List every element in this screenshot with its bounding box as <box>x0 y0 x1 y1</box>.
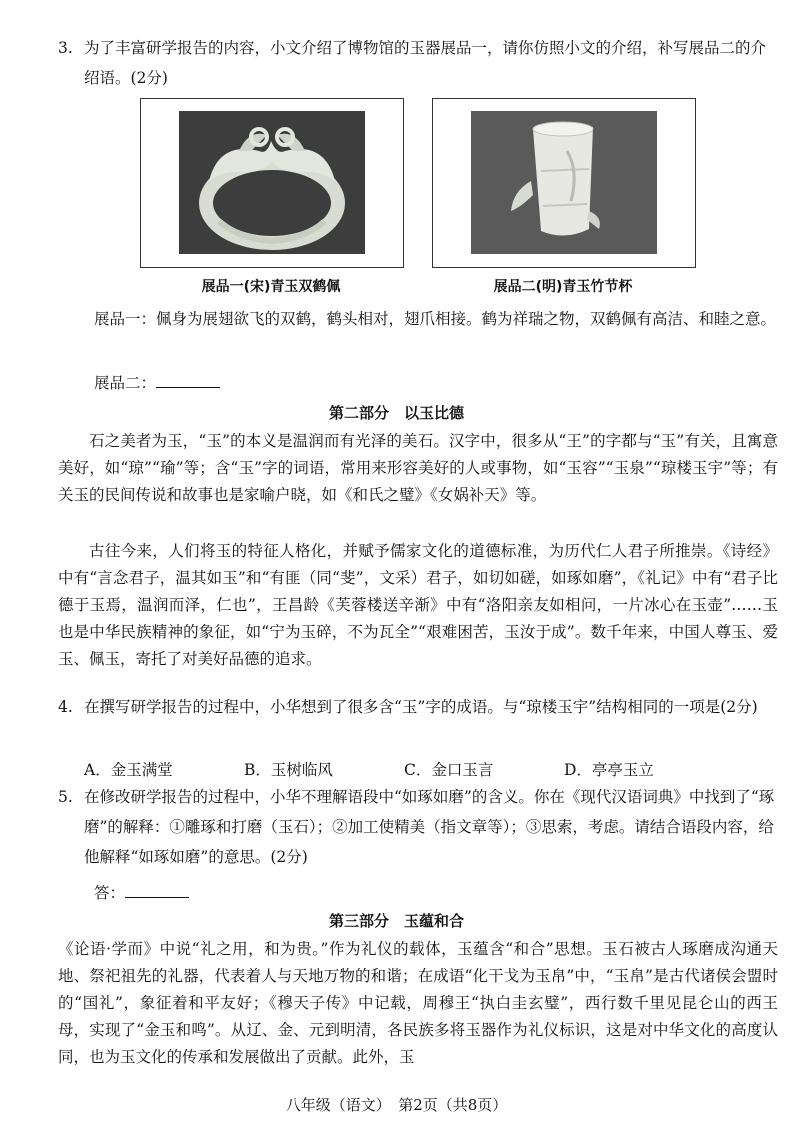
jade-double-crane-pendant-image <box>179 111 365 254</box>
exhibit-2-answer-line <box>94 368 784 398</box>
part-2-title: 第二部分 以玉比德 <box>328 404 464 422</box>
figure-1-caption: 展品一(宋)青玉双鹤佩 <box>201 279 341 295</box>
page-footer: 八年级（语文） 第2页（共8页） <box>285 1096 508 1114</box>
option-a[interactable]: A．金玉满堂 <box>84 761 173 779</box>
figure-1-frame <box>140 98 404 268</box>
option-b[interactable]: B．玉树临风 <box>244 761 333 779</box>
question-number: 3. <box>58 39 73 57</box>
option-d[interactable]: D．亭亭玉立 <box>564 761 654 779</box>
part-3-paragraph-1: 《论语·学而》中说“礼之用，和为贵。”作为礼仪的载体，玉蕴含“和合”思想。玉石被古人琢磨成沟通天地、祭祀祖先的礼器，代表着人与天地万物的和谐；在成语“化干戈为玉帛”中，“玉帛”是古代诸侯会盟时的“国礼”，象征着和平友好；《穆天子传》中记载，周穆王“执白圭玄璧”，西行数千里见昆仑山的西王母，实现了“金玉和鸣”。从辽、金、元到明清，各民族多将玉器作为礼仪标识，这是对中华文化的高度认同，也为玉文化的传承和发展做出了贡献。此外，玉 <box>58 940 778 1066</box>
figure-2-frame <box>432 98 696 268</box>
exhibit-2-blank[interactable] <box>156 371 220 388</box>
jade-bamboo-cup-image <box>471 111 657 254</box>
exhibit-1-label: 展品一： <box>94 310 157 328</box>
part-2-paragraph-2: 古往今来，人们将玉的特征人格化，并赋予儒家文化的道德标准，为历代仁人君子所推崇。《诗经》中有“言念君子，温其如玉”和“有匪（同“斐”，文采）君子，如切如磋，如琢如磨”，《礼记》中有“君子比德于玉焉，温润而泽，仁也”，王昌龄《芙蓉楼送辛渐》中有“洛阳亲友如相问，一片冰心在玉壶”……玉也是中华民族精神的象征，如“宁为玉碎，不为瓦全”“艰难困苦，玉汝于成”。数千年来，中国人尊玉、爱玉、佩玉，寄托了对美好品德的追求。 <box>58 542 778 668</box>
question-4-options <box>84 758 724 780</box>
answer-label: 答： <box>94 884 126 902</box>
question-5-answer-line <box>94 878 784 908</box>
option-c[interactable]: C．金口玉言 <box>404 761 494 779</box>
question-number: 5. <box>58 788 73 806</box>
question-text: 为了丰富研学报告的内容，小文介绍了博物馆的玉器展品一，请你仿照小文的介绍，补写展品二的介绍语。(2分) <box>84 39 767 87</box>
exhibit-2-label: 展品二： <box>94 374 157 392</box>
question-text: 在撰写研学报告的过程中，小华想到了很多含“玉”字的成语。与“琼楼玉宇”结构相同的一项是(2分) <box>84 698 758 716</box>
part-2-paragraph-1: 石之美者为玉，“玉”的本义是温润而有光泽的美石。汉字中，很多从“王”的字都与“玉”有关，且寓意美好，如“琼”“瑜”等；含“玉”字的词语，常用来形容美好的人或事物，如“玉容”“玉泉”“琼楼玉宇”等；有关玉的民间传说和故事也是家喻户晓，如《和氏之璧》《女娲补天》等。 <box>58 432 778 504</box>
question-4 <box>58 692 778 722</box>
question-number: 4. <box>58 698 73 716</box>
part-3-title: 第三部分 玉蕴和合 <box>328 912 464 930</box>
exhibit-1-description <box>94 304 793 334</box>
question-3 <box>58 33 778 93</box>
exhibit-1-text: 佩身为展翅欲飞的双鹤，鹤头相对，翅爪相接。鹤为祥瑞之物，双鹤佩有高洁、和睦之意。 <box>156 310 777 328</box>
question-5 <box>58 782 778 872</box>
question-text: 在修改研学报告的过程中，小华不理解语段中“如琢如磨”的含义。你在《现代汉语词典》中找到了“琢磨”的解释：①雕琢和打磨（玉石）；②加工使精美（指文章等）；③思索，考虑。请结合语段内容，给他解释“如琢如磨”的意思。(2分) <box>84 788 775 866</box>
figure-2-caption: 展品二(明)青玉竹节杯 <box>493 279 633 295</box>
answer-blank[interactable] <box>125 881 189 898</box>
figure-row <box>140 98 700 298</box>
